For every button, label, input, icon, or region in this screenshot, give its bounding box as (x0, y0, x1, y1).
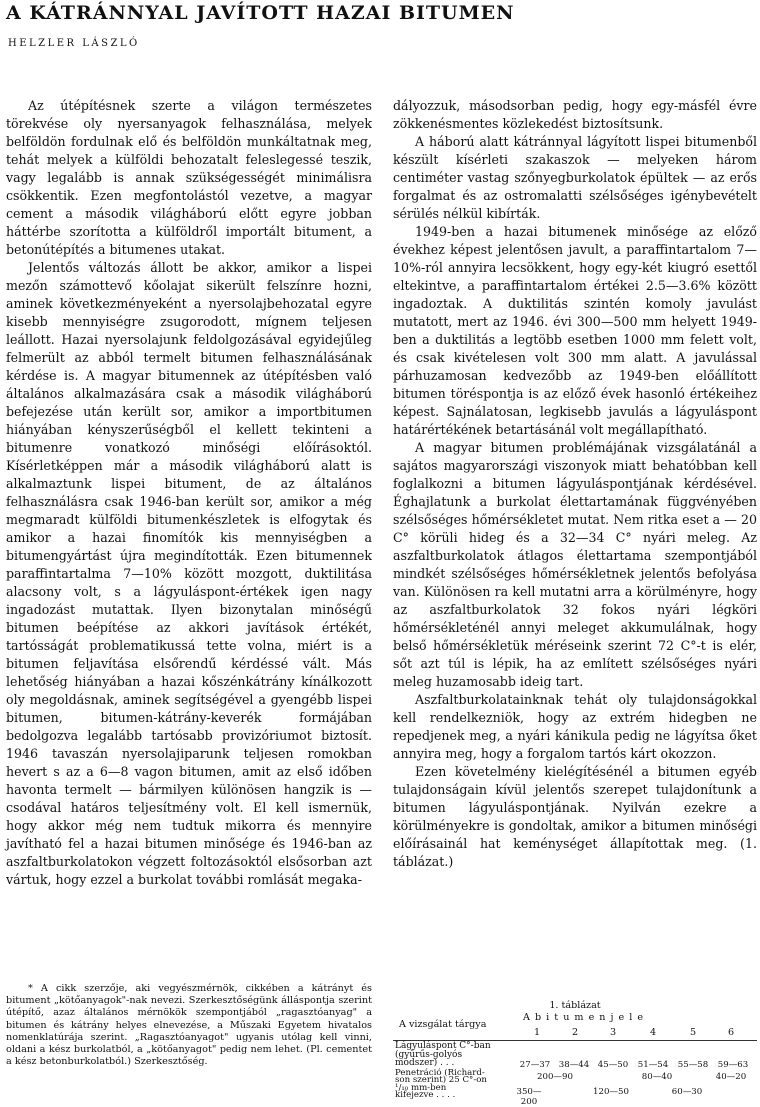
paragraph: A magyar bitumen problémájának vizsgálatánál a sajátos magyarországi viszonyok miatt behatóbban kell foglalkozni a bitumen lágyuláspontjának kérdésével. Éghajlatunk a burkolat élettartamának függvényében szélsőséges hőmérsékletet mutat. Nem ritka eset a — 20 C° körüli hideg és a 32—34 C° nyári meleg. Az aszfaltburkolatok átlagos élettartama szempontjából mindkét szélsőséges hőmérsékletnek jelentős befolyása van. Különösen ra kell mutatni arra a körülményre, hogy az aszfaltburkolatok 32 fokos nyári légköri hőmérsékleténél annyi meleget akkumulálnak, hogy belső hőmérsékletük méréseink szerint 72 C°-t is elér, sőt azt túl is lépik, ha az említett szélsőséges nyári meleg huzamosabb ideig tart. (393, 440, 757, 689)
table-col-header: 3 (609, 1027, 617, 1038)
footnote (6, 983, 372, 1068)
paragraph: 1949-ben a hazai bitumenek minősége az előző évekhez képest jelentősen javult, a paraffintartalom 7—10%-ról annyira lecsökkent, hogy egy-két kiugró esettől eltekintve, a paraffintartalom értékei 2.5—3.6% között ingadoztak. A duktilitás szintén komoly javulást mutatott, mert az 1946. évi 300—500 mm helyett 1949-ben a duktilitás a legtöbb esetben 1000 mm felett volt, és csak kivételesen volt 300 mm alatt. A javulással párhuzamosan kedvezőbb az 1949-ben előállított bitumen töréspontja is az előző évek hasonló értékeihez képest. Sajnálatosan, legkisebb javulás a lágyuláspont határértékének betartásánál volt megállapítható. (393, 224, 757, 437)
row-label-line: (gyűrűs-golyós (395, 1049, 463, 1060)
row-label-line: ¹/₁₀ mm-ben (395, 1082, 447, 1093)
paragraph: Az útépítésnek szerte a világon természetes törekvése oly nyersanyagok felhasználása, melyek belföldön fordulnak elő és belföldön munkáltatnak meg, tehát melyek a külföldi behozatalt feleslegessé teszik, vagy legalább is annak szükségességét minimálisra csökkentik. Ezen megfontolástól vezetve, a magyar cement a második világháború előtt egyre jobban háttérbe szorította a külföldről importált bitument, a betonútépítés a bitumenes utakat. (6, 98, 372, 257)
table-col-header: 2 (571, 1027, 579, 1038)
article-title: A KÁTRÁNNYAL JAVÍTOTT HAZAI BITUMEN (6, 2, 515, 24)
right-column (393, 97, 757, 871)
table-cell: 55—58 (677, 1060, 709, 1070)
table-group-header: A b i t u m e n j e l e (523, 1012, 645, 1023)
row-label-line: kifejezve . . . . (395, 1090, 456, 1101)
paragraph: dályozzuk, másodsorban pedig, hogy egy-másfél évre zökkenésmentes közlekedést biztosítsunk. (393, 98, 757, 131)
table-row-label (395, 1042, 491, 1068)
row-label-line: Penetráció (Richard- (395, 1068, 485, 1078)
table-cell: 45—50 (597, 1060, 629, 1070)
paragraph: Aszfaltburkolatainknak tehát oly tulajdonságokkal kell rendelkezniök, hogy az extrém hidegben ne repedjenek meg, a nyári kánikula pedig ne lágyítsa őket annyira meg, hogy a forgalom tartós kárt okozzon. (393, 692, 757, 761)
paragraph: Jelentős változás állott be akkor, amikor a lispei mezőn számottevő kőolajat sikerült felszínre hozni, aminek következményeként a nyersolajbehozatal egyre kisebb mennyiségre zsugorodott, mígnem teljesen leállott. Hazai nyersolajunk feldolgozásával egyidejűleg felmerült az abból termelt bitumen felhasználásának kérdése is. A magyar bitumennek az útépítésben való általános alkalmazására csak a második világháború befejezése után került sor, amikor a importbitumen hiányában kényszerűségből el kellett tekinteni a bitumenre vonatkozó minőségi előírásoktól. Kísérletképpen már a második világháború alatt is alkalmaztunk lispei bitument, de az általános felhasználásra csak 1946-ban került sor, amikor a még megmaradt külföldi bitumenkészletek is elfogytak és amikor a hazai finomítók kis mennyiségben a bitumengyártást újra megindították. Ezen bitumennek paraffintartalma 7—10% között mozgott, duktilitása alacsony volt, s a lágyuláspont-értékek igen nagy ingadozást mutattak. Ilyen bizonytalan minőségű bitumen beépítése az akkori javítások értékét, tartósságát problematikussá tette volna, miért is a bitumen feljavítása elsőrendű kérdéssé vált. Más lehetőség hiányában a hazai kőszénkátrány kínálkozott oly megoldásnak, aminek segítségével a gyengébb lispei bitumen, bitumen-kátrány-keverék formájában bedolgozva legalább tartósabb provizóriumot biztosít. 1946 tavaszán nyersolajiparunk teljesen romokban hevert s az a 6—8 vagon bitumen, amit az első időben havonta termelt — bármilyen különösen hangzik is — csodával határos teljesítmény volt. El kell ismernük, hogy akkor még nem tudtuk mikorra és mennyire javítható fel a hazai bitumen minősége és 1946-ban az aszfaltburkolatokon végzett foltozásoktól elsősorban azt vártuk, hogy ezzel a burkolat további romlását megaka- (6, 260, 372, 887)
table-col-header: 6 (727, 1027, 735, 1038)
table-cell: 27—37 (519, 1060, 551, 1070)
paragraph: Ezen követelmény kielégítésénél a bitumen egyéb tulajdonságain kívül jelentős szerepet tulajdonítunk a bitumen lágyuláspontjának. Nyilván ezekre a körülményekre is gondoltak, amikor a bitumen minőségi előírásainál hat keménységet állapítottak meg. (1. táblázat.) (393, 764, 757, 869)
table-cell: 120—50 (593, 1087, 629, 1097)
table-col-header: 4 (649, 1027, 657, 1038)
table-col-header: 1 (533, 1027, 541, 1038)
table-cell: 40—20 (715, 1072, 747, 1082)
table-col-header: 5 (689, 1027, 697, 1038)
left-column (6, 97, 372, 889)
paragraph: A háború alatt kátránnyal lágyított lispei bitumenből készült kísérleti szakaszok — melyeken három centiméter vastag szőnyegburkolatok épültek — az erős forgalmat és az ostromalatti szélsőséges igénybevételt sérülés nélkül kibírták. (393, 134, 757, 221)
article-author: HELZLER LÁSZLÓ (8, 38, 140, 49)
table-cell: 60—30 (671, 1087, 703, 1097)
table-cell: 59—63 (717, 1060, 749, 1070)
row-label-line: son szerint) 25 C°-on (395, 1075, 487, 1086)
row-label-line: módszer) . . . (395, 1058, 455, 1069)
table-caption: 1. táblázat (549, 1000, 601, 1011)
footnote-text: * A cikk szerzője, aki vegyészmérnök, cikkében a kátrányt és bitument „kötőanyagok"-nak nevezi. Szerkesztőségünk álláspontja szerint útépítő, azaz általános mérnökök szempontjából „ragasztóanyag" a bitumen és kátrány helyes elnevezése, a Műszaki Egyetem hivatalos nomenklatúrája szerint. „Ragasztóanyagot" ugyanis utólag kell vinni, oldani a kész burkolatból, a „kötőanyagot" pedig nem lehet. (Pl. cementet a kész betonburkolatból.) Szerkesztőség. (6, 983, 372, 1068)
table-cell: 200—90 (537, 1072, 573, 1082)
table-1 (393, 1000, 757, 1107)
table-cell: 51—54 (637, 1060, 669, 1070)
table-cell: 38—44 (558, 1060, 590, 1070)
table-row-label (395, 1070, 487, 1100)
row-label-line: Lágyuláspont C°-ban (395, 1041, 491, 1051)
table-cell: 80—40 (641, 1072, 673, 1082)
table-cell: 350—200 (516, 1087, 542, 1107)
table-subject-header: A vizsgálat tárgya (399, 1019, 487, 1030)
